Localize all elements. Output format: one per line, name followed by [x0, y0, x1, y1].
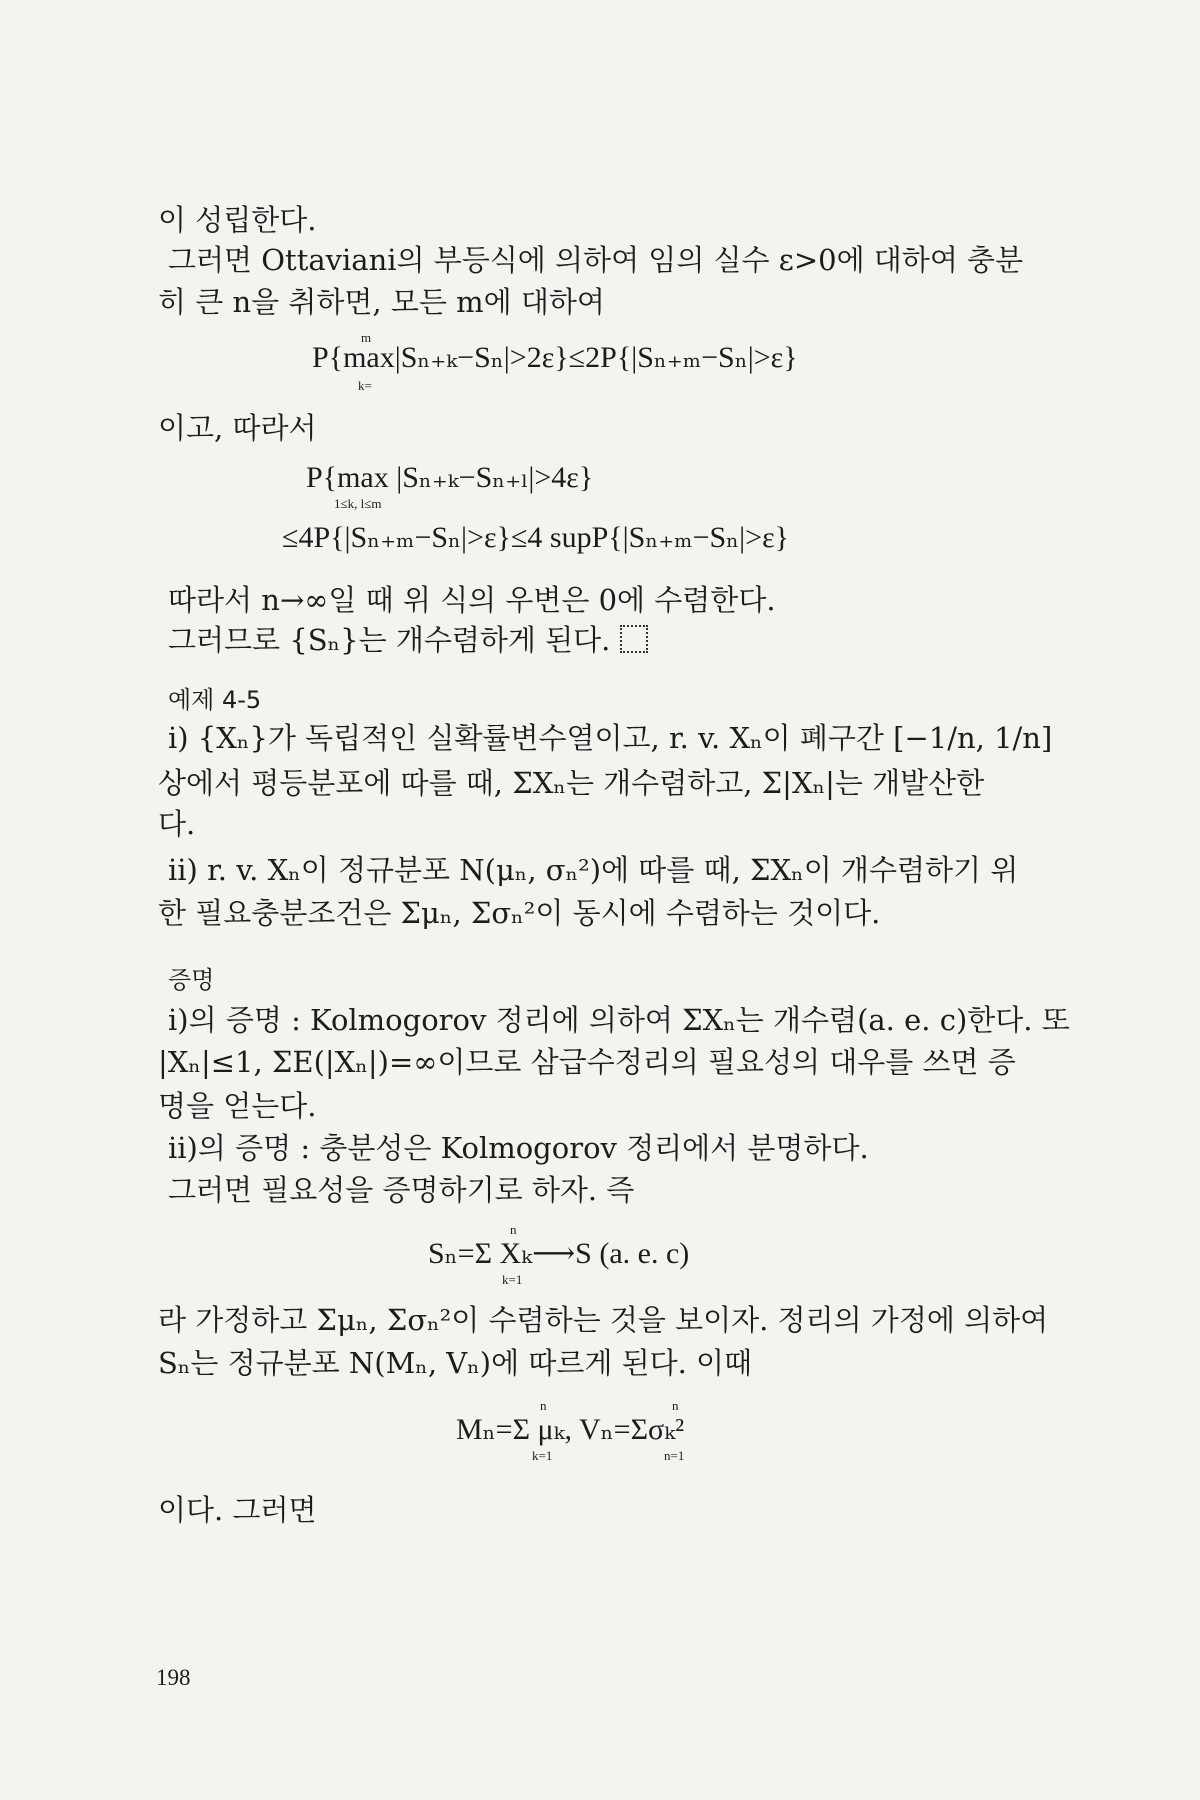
proof-line-8: 이다. 그러면 [158, 1493, 317, 1527]
equation-2a-under: 1≤k, l≤m [334, 496, 382, 511]
text-line-6-text: 그러므로 {Sₙ}는 개수렴하게 된다. [168, 623, 611, 657]
equation-1-max-under: k= [358, 378, 372, 393]
equation-1-body: P{max|Sₙ₊ₖ−Sₙ|>2ε}≤2P{|Sₙ₊ₘ−Sₙ|>ε} [312, 341, 798, 374]
equation-3-sum-over: n [510, 1222, 517, 1237]
example-ii-line-2: 한 필요충분조건은 Σμₙ, Σσₙ²이 동시에 수렴하는 것이다. [158, 896, 881, 930]
proof-line-1: i)의 증명 : Kolmogorov 정리에 의하여 ΣXₙ는 개수렴(a. e. c)한다. 또 [168, 1003, 1070, 1037]
page-number: 198 [156, 1665, 191, 1690]
equation-4-sum1-under: k=1 [532, 1448, 553, 1463]
proof-line-3: 명을 얻는다. [158, 1089, 317, 1123]
proof-line-7: Sₙ는 정규분포 N(Mₙ, Vₙ)에 따르게 된다. 이때 [158, 1346, 753, 1380]
text-line-2: 그러면 Ottaviani의 부등식에 의하여 임의 실수 ε>0에 대하여 충분 [168, 243, 1024, 277]
equation-2a: P{max |Sₙ₊ₖ−Sₙ₊ₗ|>4ε} [306, 461, 594, 494]
equation-4-sum1-over: n [540, 1398, 547, 1413]
proof-title: 증명 [168, 966, 215, 994]
example-ii-line-1: ii) r. v. Xₙ이 정규분포 N(μₙ, σₙ²)에 따를 때, ΣXₙ이 개수렴하기 위 [168, 853, 1019, 887]
text-line-5: 따라서 n→∞일 때 위 식의 우변은 0에 수렴한다. [168, 583, 776, 617]
equation-3: Sₙ=Σ Xₖ⟶S (a. e. c) [428, 1237, 690, 1270]
example-i-line-3: 다. [158, 807, 196, 841]
qed-box-icon [620, 625, 648, 653]
proof-line-6: 라 가정하고 Σμₙ, Σσₙ²이 수렴하는 것을 보이자. 정리의 가정에 의하여 [158, 1303, 1049, 1337]
example-i-line-1: i) {Xₙ}가 독립적인 실확률변수열이고, r. v. Xₙ이 폐구간 [−1/n, 1/n] [168, 721, 1053, 755]
equation-4-sum2-over: n [672, 1398, 679, 1413]
proof-line-4: ii)의 증명 : 충분성은 Kolmogorov 정리에서 분명하다. [168, 1131, 869, 1165]
equation-1-max-over: m [361, 330, 372, 345]
proof-line-2: |Xₙ|≤1, ΣE(|Xₙ|)=∞이므로 삼급수정리의 필요성의 대우를 쓰면 증 [158, 1045, 1016, 1079]
equation-4-sum2-under: n=1 [664, 1448, 685, 1463]
equation-3-sum-under: k=1 [502, 1272, 523, 1287]
example-i-line-2: 상에서 평등분포에 따를 때, ΣXₙ는 개수렴하고, Σ|Xₙ|는 개발산한 [158, 766, 985, 800]
text-line-4: 이고, 따라서 [158, 411, 317, 445]
example-title: 예제 4-5 [168, 686, 262, 714]
proof-line-5: 그러면 필요성을 증명하기로 하자. 즉 [168, 1173, 635, 1207]
text-line-6 [168, 620, 648, 660]
text-line-3: 히 큰 n을 취하면, 모든 m에 대하여 [158, 285, 605, 319]
text-line-1: 이 성립한다. [158, 203, 317, 237]
equation-1 [312, 340, 798, 375]
equation-2b: ≤4P{|Sₙ₊ₘ−Sₙ|>ε}≤4 supP{|Sₙ₊ₘ−Sₙ|>ε} [282, 521, 790, 554]
equation-4: Mₙ=Σ μₖ, Vₙ=Σσₖ² [456, 1413, 685, 1446]
